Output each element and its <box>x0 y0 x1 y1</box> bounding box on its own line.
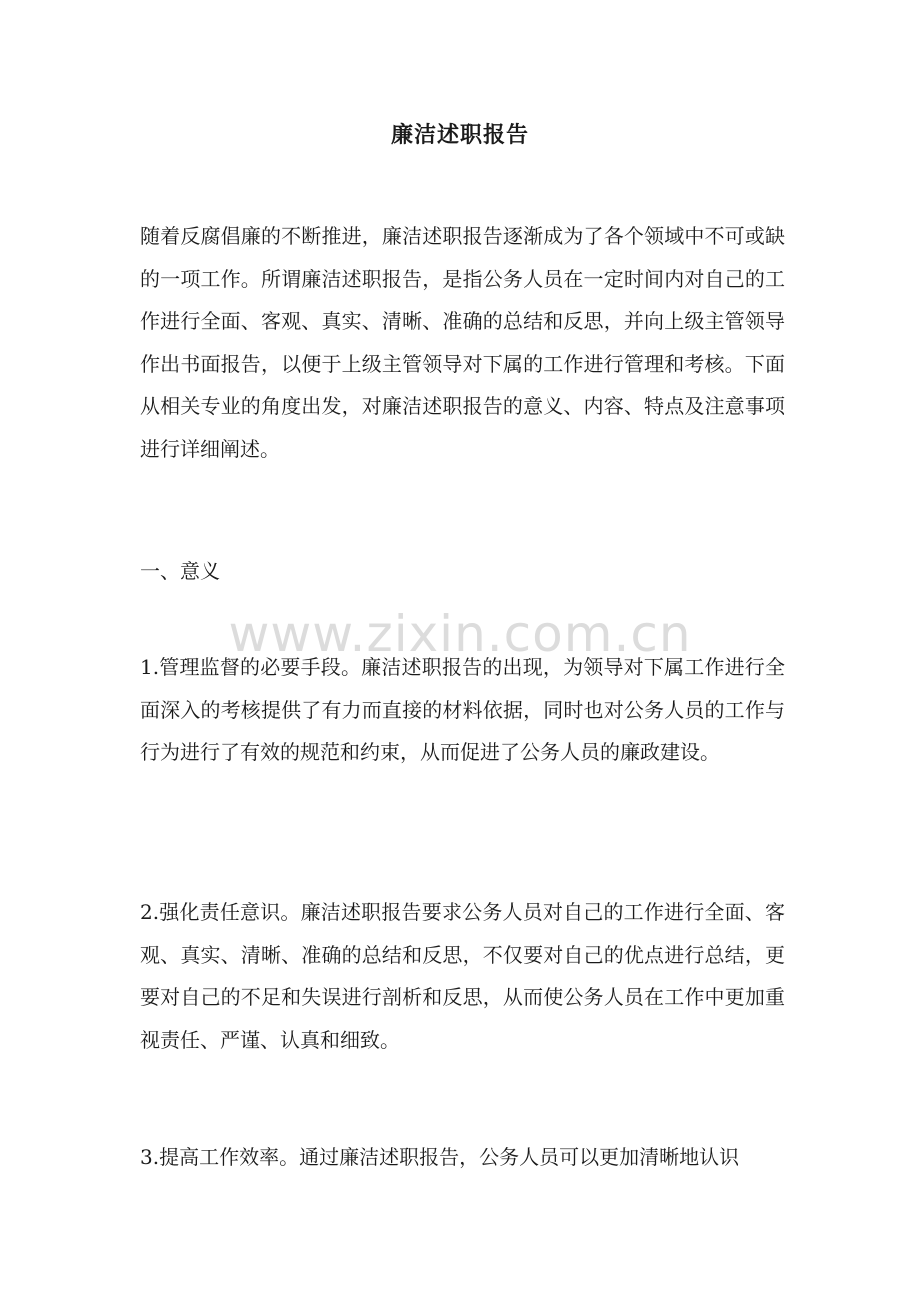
intro-paragraph: 随着反腐倡廉的不断推进，廉洁述职报告逐渐成为了各个领域中不可或缺的一项工作。所谓廉洁述职报告，是指公务人员在一定时间内对自己的工作进行全面、客观、真实、清晰、准确的总结和反思，并向上级主管领导作出书面报告，以便于上级主管领导对下属的工作进行管理和考核。下面从相关专业的角度出发，对廉洁述职报告的意义、内容、特点及注意事项进行详细阐述。 <box>140 224 785 461</box>
list-item: 2.强化责任意识。廉洁述职报告要求公务人员对自己的工作进行全面、客观、真实、清晰、准确的总结和反思，不仅要对自己的优点进行总结，更要对自己的不足和失误进行剖析和反思，从而使公务人员在工作中更加重视责任、严谨、认真和细致。 <box>140 900 785 1052</box>
list-item: 3.提高工作效率。通过廉洁述职报告，公务人员可以更加清晰地认识 <box>140 1145 740 1169</box>
document-title: 廉洁述职报告 <box>390 123 529 148</box>
watermark: www.zixin.com.cn <box>228 605 692 663</box>
list-item: 1.管理监督的必要手段。廉洁述职报告的出现，为领导对下属工作进行全面深入的考核提供了有力而直接的材料依据，同时也对公务人员的工作与行为进行了有效的规范和约束，从而促进了公务人员的廉政建设。 <box>140 655 785 764</box>
section-heading: 一、意义 <box>140 559 220 583</box>
